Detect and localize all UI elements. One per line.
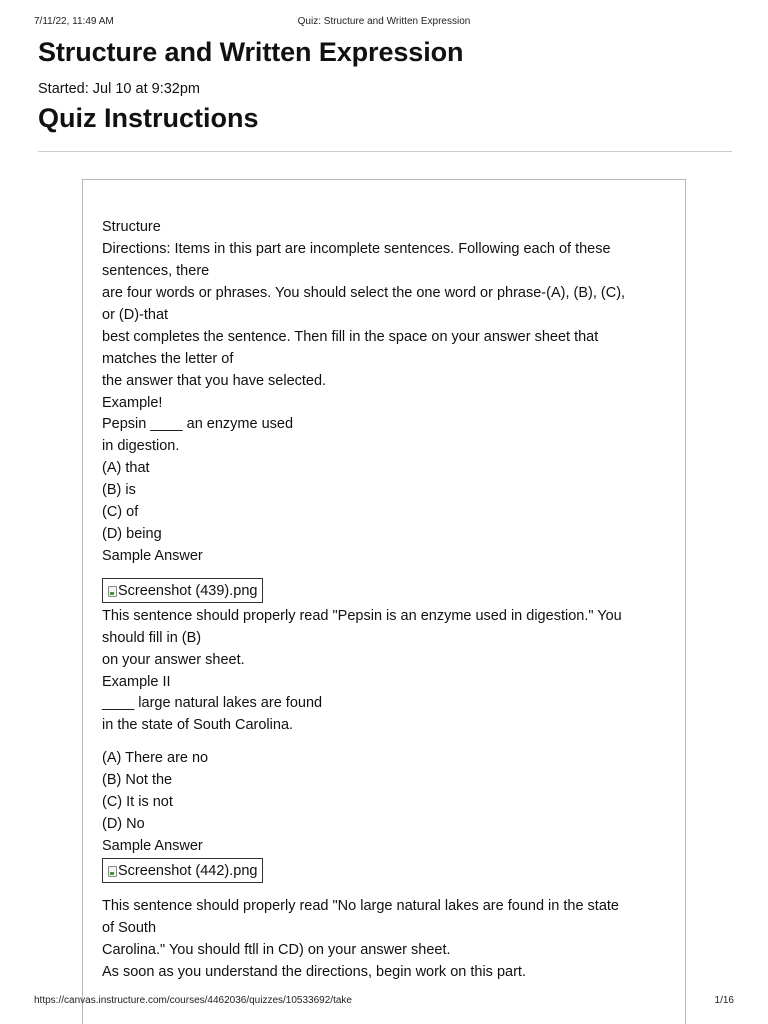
content-line: This sentence should properly read "No large natural lakes are found in the state bbox=[102, 898, 619, 914]
content-line: (A) There are no bbox=[102, 750, 209, 766]
content-line: (C) of bbox=[102, 504, 139, 520]
quiz-title: Structure and Written Expression bbox=[38, 37, 464, 67]
sample-answer-image bbox=[102, 858, 263, 883]
print-footer bbox=[34, 995, 734, 1009]
content-line: best completes the sentence. Then fill in the space on your answer sheet that bbox=[102, 329, 599, 345]
content-line: are four words or phrases. You should select the one word or phrase-(A), (B), (C), bbox=[102, 285, 626, 301]
print-page-title: Quiz: Structure and Written Expression bbox=[297, 16, 471, 27]
image-alt-text: Screenshot (439).png bbox=[118, 583, 258, 599]
content-line: Example! bbox=[102, 395, 163, 411]
instructions-heading: Quiz Instructions bbox=[38, 103, 259, 133]
content-line: the answer that you have selected. bbox=[102, 373, 327, 389]
heading-divider bbox=[38, 151, 732, 152]
image-alt-text: Screenshot (442).png bbox=[118, 863, 258, 879]
content-line: As soon as you understand the directions, begin work on this part. bbox=[102, 964, 526, 980]
content-line: (D) No bbox=[102, 816, 145, 832]
content-line: Carolina." You should ftll in CD) on your answer sheet. bbox=[102, 942, 451, 958]
content-line: Pepsin ____ an enzyme used bbox=[102, 416, 294, 432]
print-url: https://canvas.instructure.com/courses/4462036/quizzes/10533692/take bbox=[34, 995, 352, 1006]
content-line: Sample Answer bbox=[102, 548, 203, 564]
content-line: Example II bbox=[102, 674, 171, 690]
content-line: (C) It is not bbox=[102, 794, 173, 810]
content-line: (D) being bbox=[102, 526, 162, 542]
print-timestamp: 7/11/22, 11:49 AM bbox=[34, 16, 114, 27]
content-line: (A) that bbox=[102, 460, 150, 476]
content-line: ____ large natural lakes are found bbox=[102, 695, 323, 711]
content-line: or (D)-that bbox=[102, 307, 169, 323]
content-line: in the state of South Carolina. bbox=[102, 717, 294, 733]
print-page-number: 1/16 bbox=[714, 995, 734, 1006]
broken-image-icon bbox=[108, 866, 117, 877]
content-line: matches the letter of bbox=[102, 351, 234, 367]
content-line: Directions: Items in this part are incomplete sentences. Following each of these bbox=[102, 241, 611, 257]
started-time: Started: Jul 10 at 9:32pm bbox=[38, 81, 201, 97]
content-line: on your answer sheet. bbox=[102, 652, 245, 668]
content-line: This sentence should properly read "Pepsin is an enzyme used in digestion." You bbox=[102, 608, 622, 624]
print-header bbox=[34, 16, 734, 30]
content-line: should fill in (B) bbox=[102, 630, 202, 646]
content-line: of South bbox=[102, 920, 157, 936]
broken-image-icon bbox=[108, 586, 117, 597]
content-line: sentences, there bbox=[102, 263, 210, 279]
sample-answer-image bbox=[102, 578, 263, 603]
content-line: Structure bbox=[102, 219, 161, 235]
content-line: (B) Not the bbox=[102, 772, 173, 788]
content-line: Sample Answer bbox=[102, 838, 203, 854]
content-line: (B) is bbox=[102, 482, 136, 498]
content-line: in digestion. bbox=[102, 438, 180, 454]
